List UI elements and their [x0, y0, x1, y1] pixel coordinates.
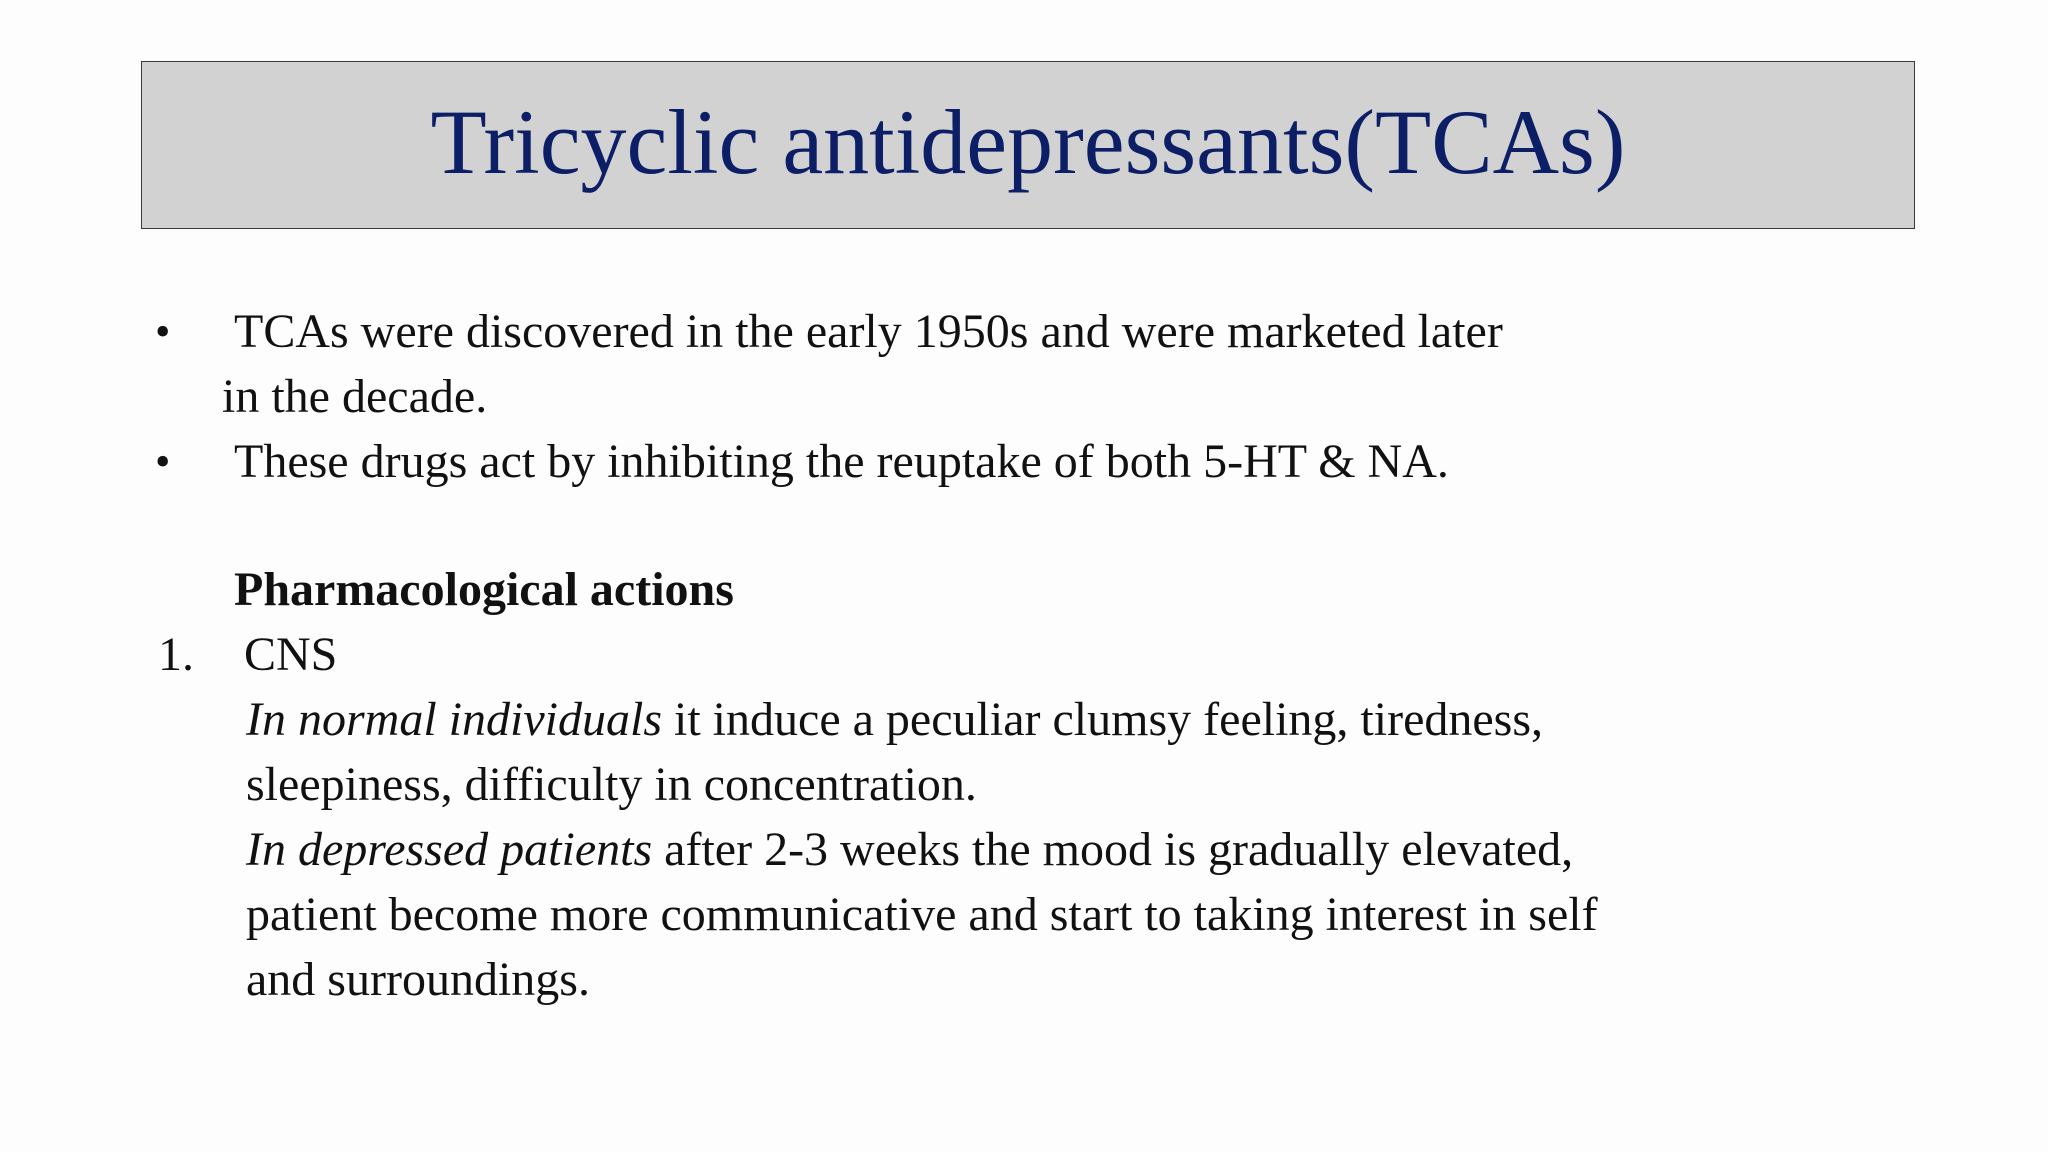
depressed-patients-rest: after 2-3 weeks the mood is gradually elevated,	[652, 823, 1574, 876]
depressed-patients-lead: In depressed patients	[246, 823, 653, 876]
normal-individuals-rest: it induce a peculiar clumsy feeling, tiredness,	[662, 693, 1544, 746]
normal-individuals-lead: In normal individuals	[246, 693, 662, 746]
bullet-1-line-2: in the decade.	[222, 370, 488, 423]
title-box	[141, 61, 1915, 229]
slide-title: Tricyclic antidepressants(TCAs)	[430, 91, 1626, 193]
bullet-2-line-1: These drugs act by inhibiting the reuptake of both 5-HT & NA.	[234, 435, 1449, 488]
normal-individuals-line-2: sleepiness, difficulty in concentration.	[246, 758, 977, 811]
bullet-marker: •	[155, 307, 171, 356]
list-item-label: CNS	[244, 628, 338, 681]
normal-individuals-line-1	[246, 693, 1544, 746]
depressed-patients-line-1	[246, 823, 1574, 876]
list-number: 1.	[158, 628, 194, 681]
bullet-1-line-1: TCAs were discovered in the early 1950s and were marketed later	[234, 305, 1503, 358]
depressed-patients-line-3: and surroundings.	[246, 953, 590, 1006]
section-heading: Pharmacological actions	[234, 563, 734, 616]
depressed-patients-line-2: patient become more communicative and start to taking interest in self	[246, 888, 1598, 941]
bullet-marker: •	[155, 437, 171, 486]
